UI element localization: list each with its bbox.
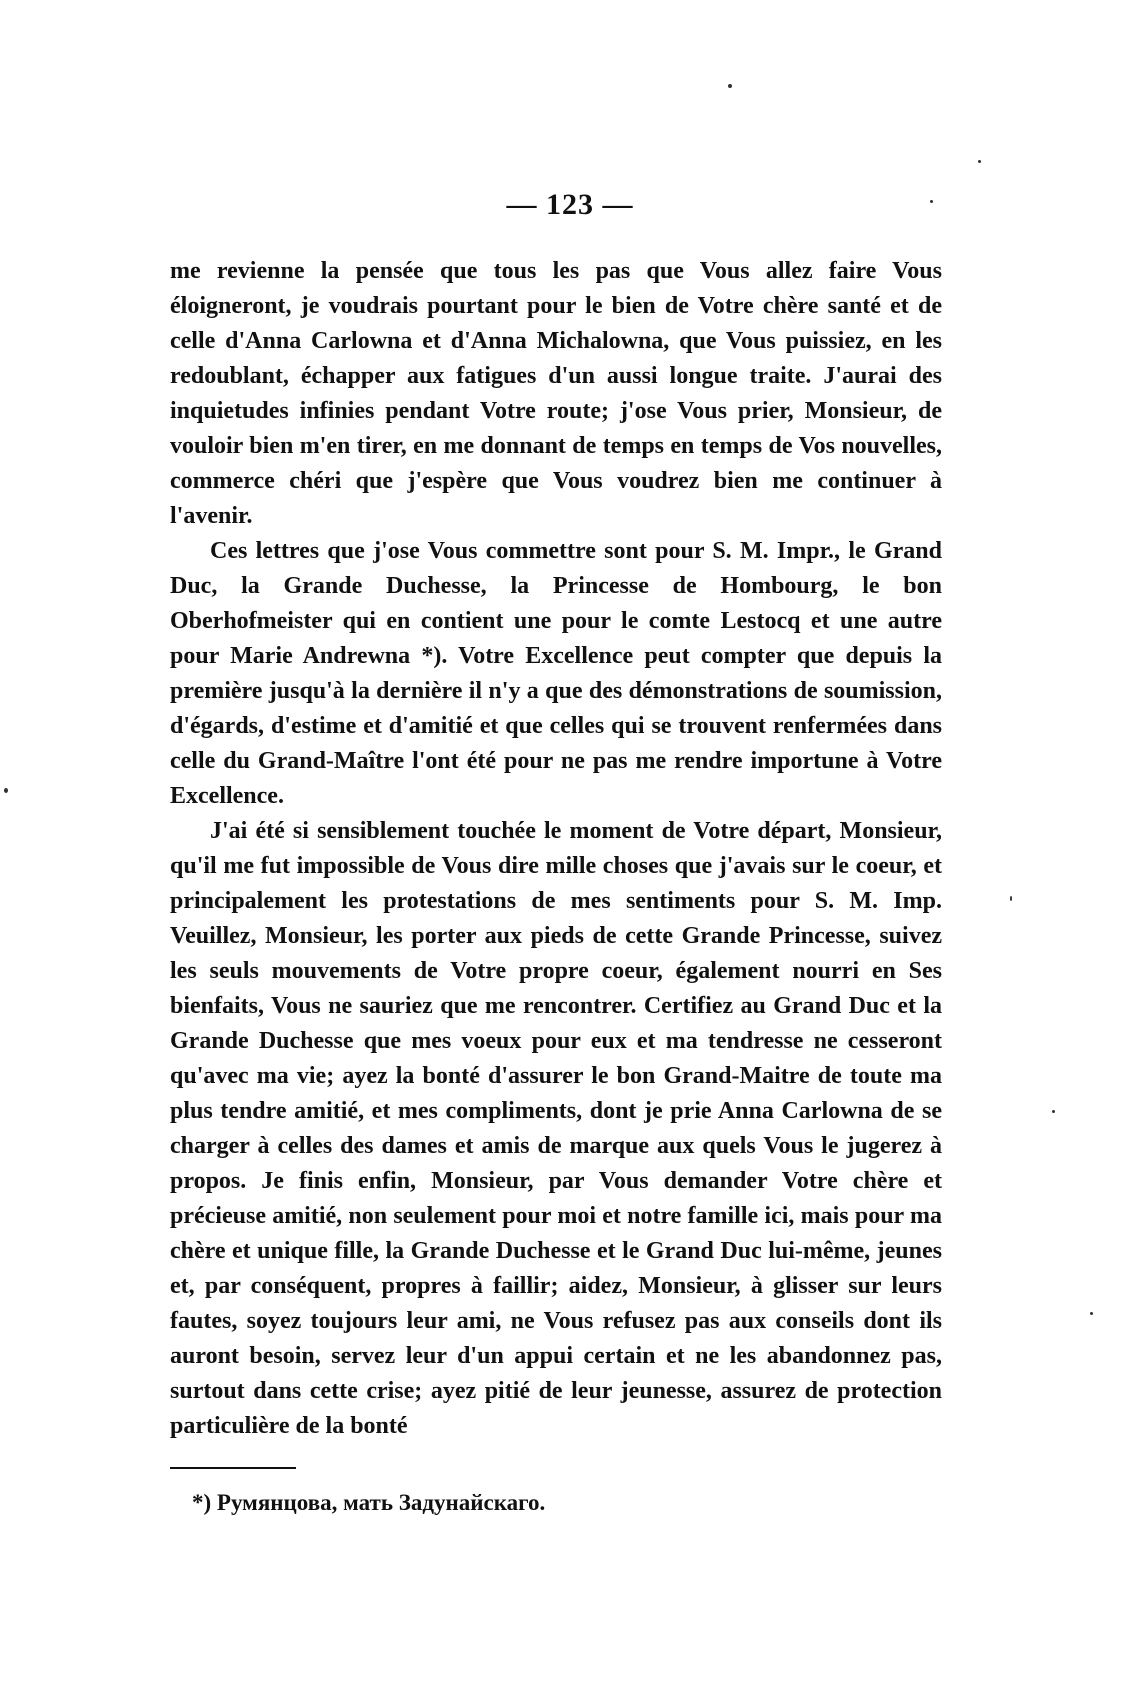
page-number: — 123 — xyxy=(506,188,634,221)
ink-speck xyxy=(1090,1312,1093,1315)
paragraph-letters: Ces lettres que j'ose Vous commettre sont pour S. M. Impr., le Grand Duc, la Grande Duchesse, la Princesse de Hombourg, le bon Oberhofmeister qui en contient une pour le comte Lestocq et une autre pour Marie Andrewna *). Votre Excellence peut compter que depuis la première jusqu'à la dernière il n'y a que des démonstrations de soumission, d'égards, d'estime et d'amitié et que celles qui se trouvent renfermées dans celle du Grand-Maître l'ont été pour ne pas me rendre importune à Votre Excellence. xyxy=(170,538,942,809)
ink-speck xyxy=(1052,1110,1055,1113)
ink-speck xyxy=(728,84,732,88)
footnote: *) Румянцова, мать Задунайскаго. xyxy=(192,1490,546,1515)
ink-speck xyxy=(1010,896,1012,901)
footnote-divider xyxy=(170,1467,296,1469)
paragraph-departure: J'ai été si sensiblement touchée le moment de Votre départ, Monsieur, qu'il me fut impossible de Vous dire mille choses que j'avais sur le coeur, et principalement les protestations de mes sentiments pour S. M. Imp. Veuillez, Monsieur, les porter aux pieds de cette Grande Princesse, suivez les seuls mouvements de Votre propre coeur, également nourri en Ses bienfaits, Vous ne sauriez que me rencontrer. Certifiez au Grand Duc et la Grande Duchesse que mes voeux pour eux et ma tendresse ne cesseront qu'avec ma vie; ayez la bonté d'assurer le bon Grand-Maitre de toute ma plus tendre amitié, et mes compliments, dont je prie Anna Carlowna de se charger à celles des dames et amis de marque aux quels Vous le jugerez à propos. Je finis enfin, Monsieur, par Vous demander Votre chère et précieuse amitié, non seulement pour moi et notre famille ici, mais pour ma chère et unique fille, la Grande Duchesse et le Grand Duc lui-même, jeunes et, par conséquent, propres à faillir; aidez, Monsieur, à glisser sur leurs fautes, soyez toujours leur ami, ne Vous refusez pas aux conseils dont ils auront besoin, servez leur d'un appui certain et ne les abandonnez pas, surtout dans cette crise; ayez pitié de leur jeunesse, assurez de protection particulière de la bonté xyxy=(170,818,942,1439)
ink-speck xyxy=(930,200,933,203)
ink-speck xyxy=(978,160,981,163)
body-text xyxy=(170,254,942,1444)
ink-speck xyxy=(4,788,8,793)
paragraph-continuation: me revienne la pensée que tous les pas que Vous allez faire Vous éloigneront, je voudrais pourtant pour le bien de Votre chère santé et de celle d'Anna Carlowna et d'Anna Michalowna, que Vous puissiez, en les redoublant, échapper aux fatigues d'un aussi longue traite. J'aurai des inquietudes infinies pendant Votre route; j'ose Vous prier, Monsieur, de vouloir bien m'en tirer, en me donnant de temps en temps de Vos nouvelles, commerce chéri que j'espère que Vous voudrez bien me continuer à l'avenir. xyxy=(170,258,942,529)
